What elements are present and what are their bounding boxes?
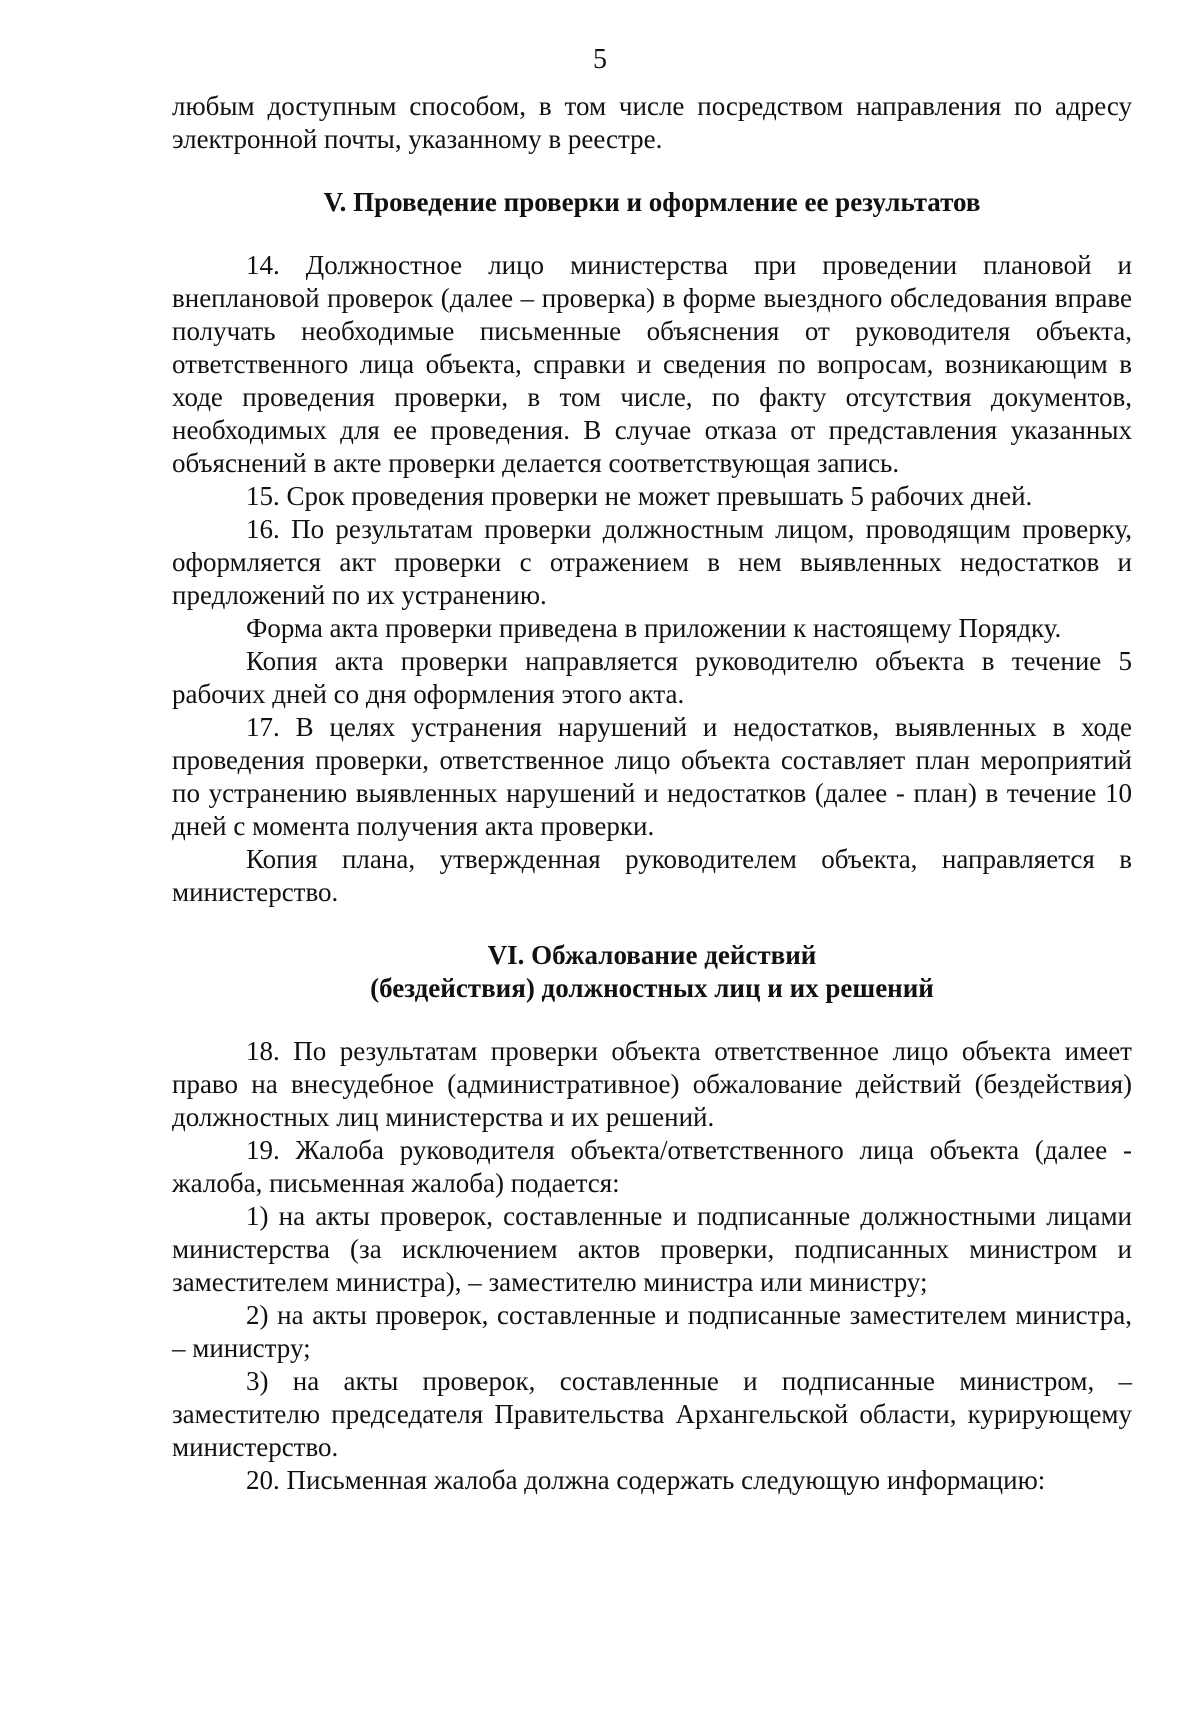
paragraph-act-form: Форма акта проверки приведена в приложении к настоящему Порядку. bbox=[246, 613, 1062, 643]
list-item-1: 1) на акты проверок, составленные и подписанные должностными лицами министерства (за исключением актов проверки, подписанных министром и заместителем министра), – заместителю министра или министру; bbox=[172, 1201, 1132, 1297]
section-heading-vi bbox=[172, 939, 1132, 1005]
paragraph-20: 20. Письменная жалоба должна содержать следующую информацию: bbox=[246, 1465, 1046, 1495]
list-item-2: 2) на акты проверок, составленные и подписанные заместителем министра, – министру; bbox=[172, 1300, 1132, 1363]
spacer bbox=[172, 1005, 1132, 1035]
paragraph-plan-copy: Копия плана, утвержденная руководителем объекта, направляется в министерство. bbox=[172, 844, 1132, 907]
paragraph-15: 15. Срок проведения проверки не может превышать 5 рабочих дней. bbox=[246, 481, 1033, 511]
spacer bbox=[172, 909, 1132, 939]
paragraph-19: 19. Жалоба руководителя объекта/ответственного лица объекта (далее - жалоба, письменная жалоба) подается: bbox=[172, 1135, 1132, 1198]
paragraph-17: 17. В целях устранения нарушений и недостатков, выявленных в ходе проведения проверки, ответственное лицо объекта составляет план мероприятий по устранению выявленных нарушений и недостатков (далее - план) в течение 10 дней с момента получения акта проверки. bbox=[172, 712, 1132, 841]
paragraph-18: 18. По результатам проверки объекта ответственное лицо объекта имеет право на внесудебное (административное) обжалование действий (бездействия) должностных лиц министерства и их решений. bbox=[172, 1036, 1132, 1132]
document-body bbox=[172, 90, 1132, 1497]
paragraph-continuation: любым доступным способом, в том числе посредством направления по адресу электронной почты, указанному в реестре. bbox=[172, 91, 1132, 154]
section-heading-vi-line2: (бездействия) должностных лиц и их решений bbox=[370, 973, 934, 1003]
paragraph-14: 14. Должностное лицо министерства при проведении плановой и внеплановой проверок (далее – проверка) в форме выездного обследования вправе получать необходимые письменные объяснения от руководителя объекта, ответственного лица объекта, справки и сведения по вопросам, возникающим в ходе проведения проверки, в том числе, по факту отсутствия документов, необходимых для ее проведения. В случае отказа от представления указанных объяснений в акте проверки делается соответствующая запись. bbox=[172, 250, 1132, 478]
section-heading-vi-line1: VI. Обжалование действий bbox=[487, 940, 817, 970]
paragraph-16: 16. По результатам проверки должностным лицом, проводящим проверку, оформляется акт проверки с отражением в нем выявленных недостатков и предложений по их устранению. bbox=[172, 514, 1132, 610]
spacer bbox=[172, 156, 1132, 186]
section-heading-v: V. Проведение проверки и оформление ее результатов bbox=[323, 187, 981, 217]
paragraph-act-copy: Копия акта проверки направляется руководителю объекта в течение 5 рабочих дней со дня оформления этого акта. bbox=[172, 646, 1132, 709]
spacer bbox=[172, 219, 1132, 249]
page-number: 5 bbox=[593, 44, 607, 75]
list-item-3: 3) на акты проверок, составленные и подписанные министром, – заместителю председателя Правительства Архангельской области, курирующему министерство. bbox=[172, 1366, 1132, 1462]
